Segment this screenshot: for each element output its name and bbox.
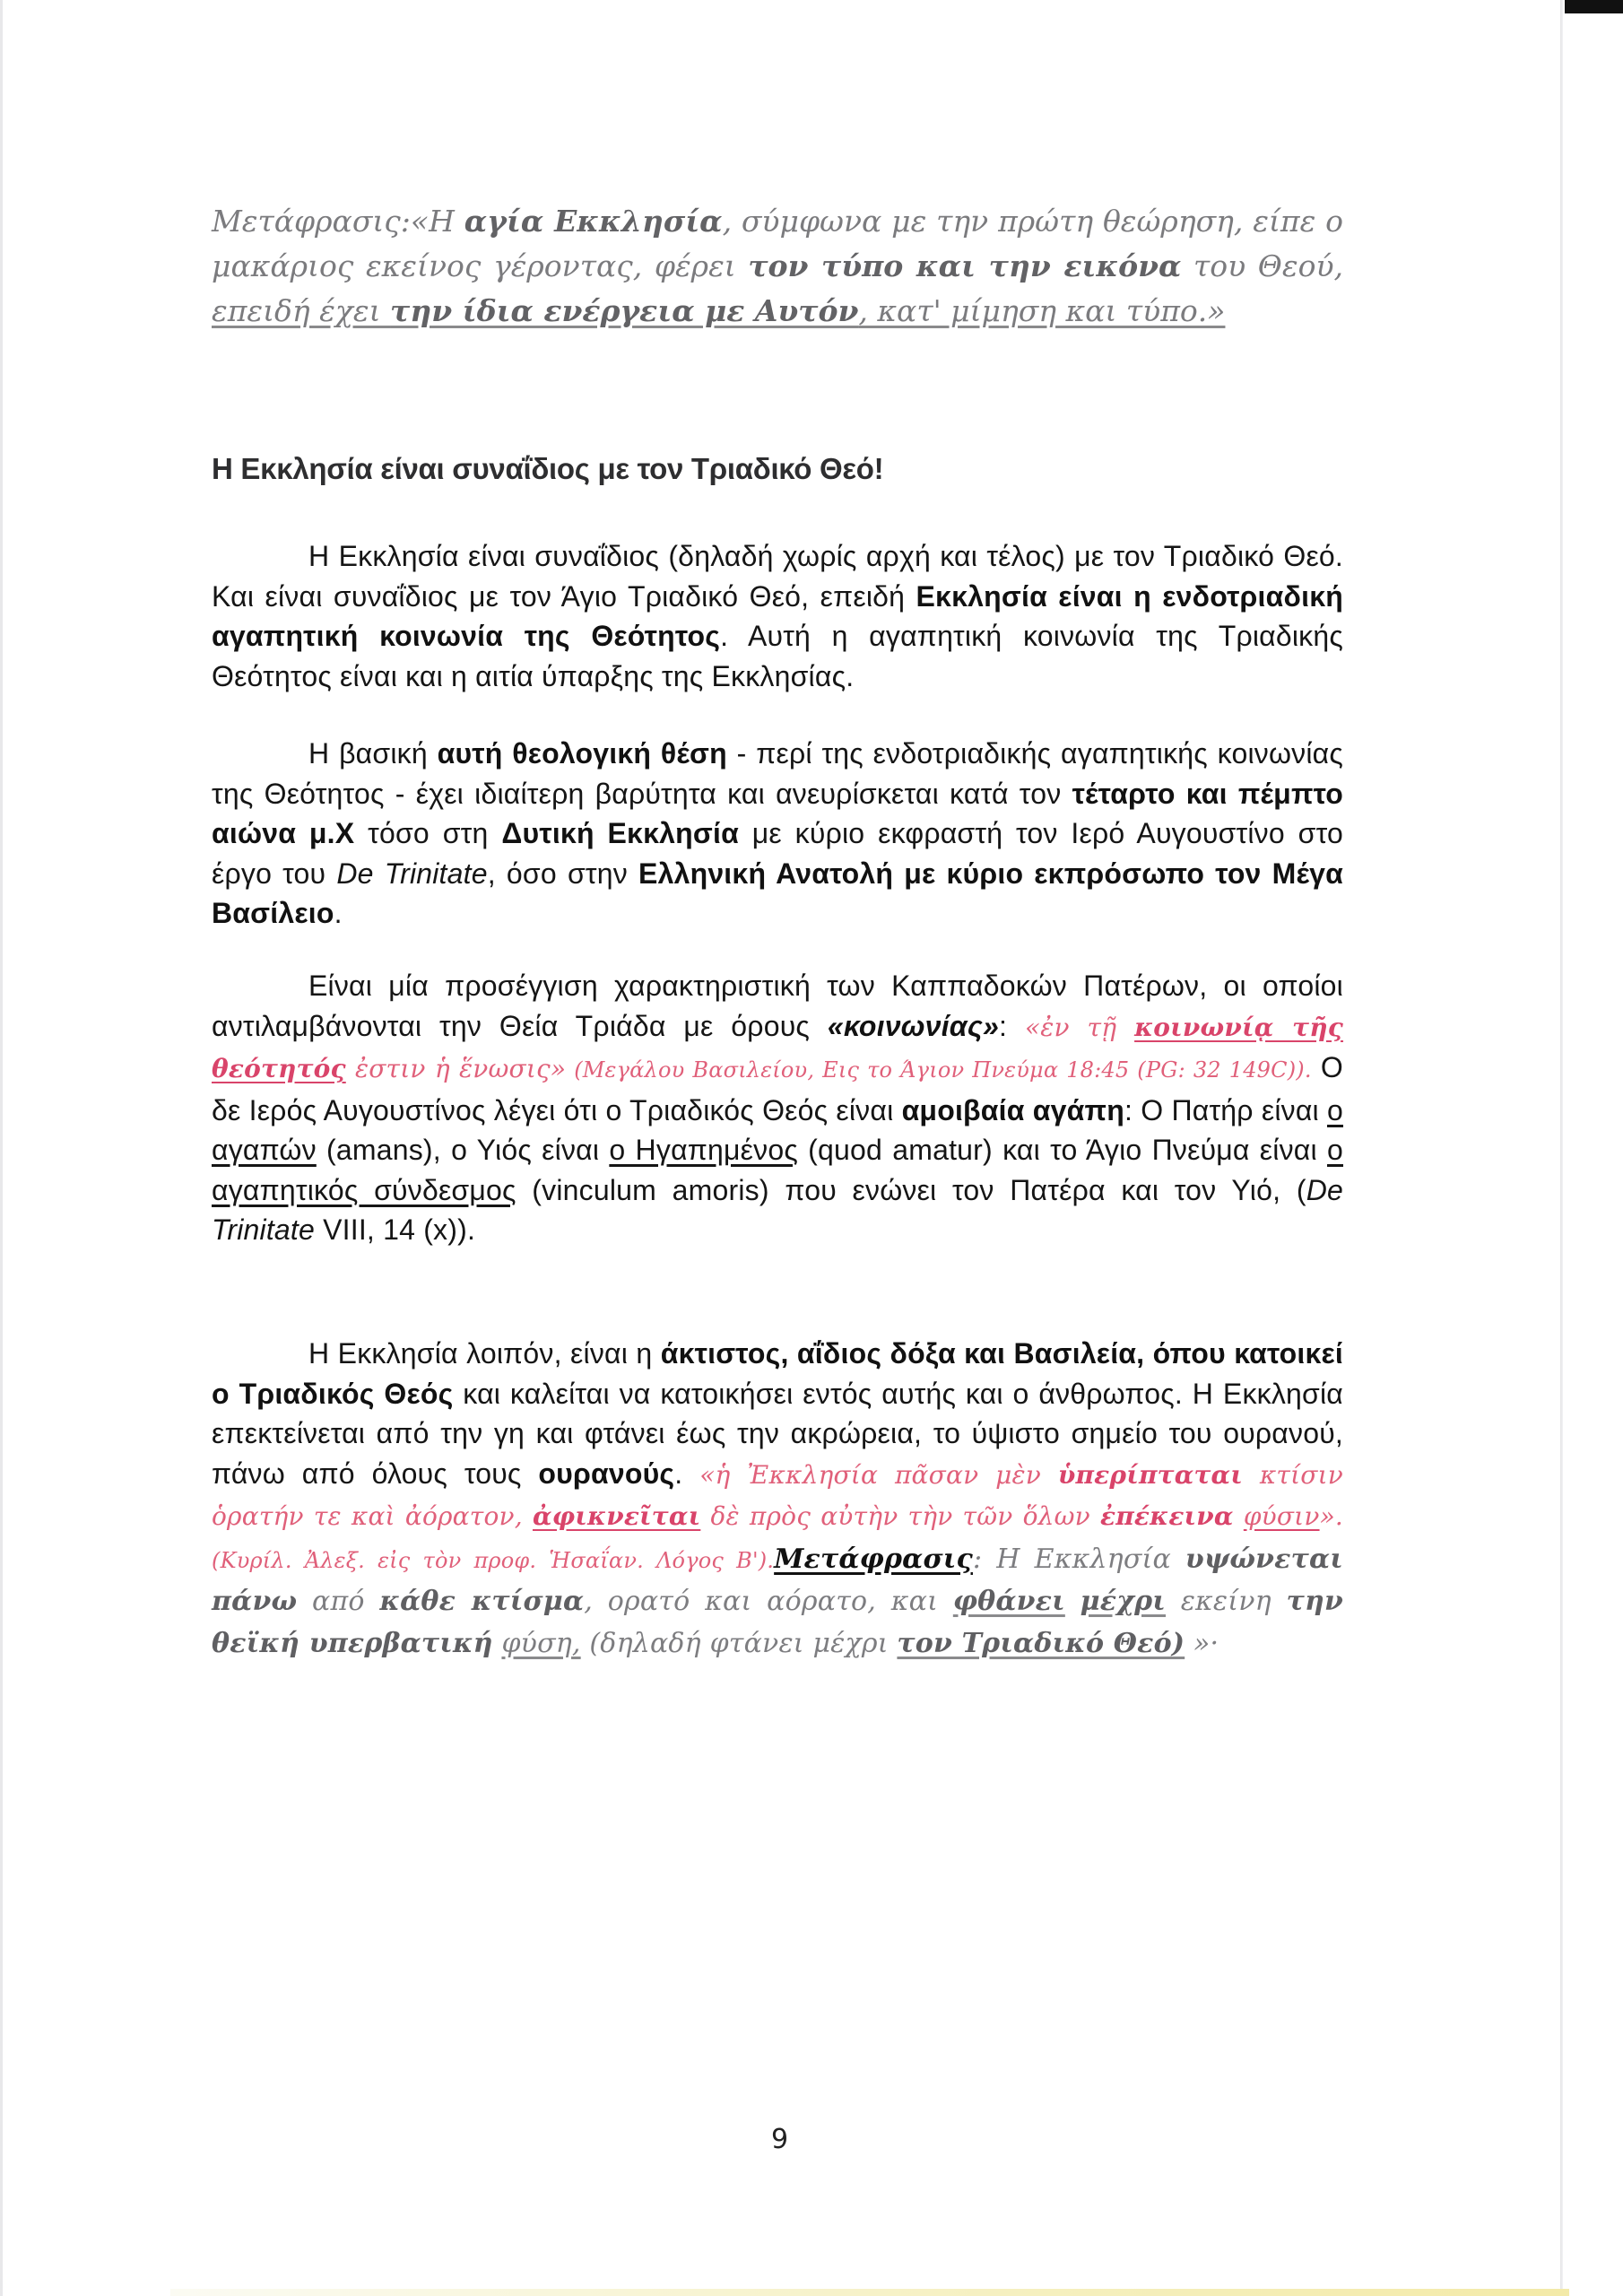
paragraph-1: Η Εκκλησία είναι συναΐδιος (δηλαδή χωρίς αρχή και τέλος) με τον Τριαδικό Θεό. Και είναι συναΐδιος με τον Άγιο Τριαδικό Θεό, επειδή Εκκλησία είναι η ενδοτριαδική αγαπητική κοινωνία της Θεότητος. Αυτή η αγαπητική κοινωνία της Τριαδικής Θεότητος είναι και η αιτία ύπαρξης της Εκκλησίας. xyxy=(212,540,1344,692)
cyril-quote: «ἡ Ἐκκλησία πᾶσαν μὲν ὑπερίπταται κτίσιν ὁρατήν τε καὶ ἀόρατον, ἀφικνεῖται δὲ πρὸς αὐτὴν τὴν τῶν ὅλων ἐπέκεινα φύσιν». xyxy=(212,1459,1343,1531)
page-number: 9 xyxy=(771,2124,789,2155)
basil-citation: (Μεγάλου Βασιλείου, Εις το Άγιον Πνεύμα 18:45 (PG: 32 149C)). xyxy=(566,1057,1312,1083)
basil-quote: «ἐν τῇ κοινωνίᾳ τῆς θεότητός ἐστιν ἡ ἕνωσις» xyxy=(212,1012,1344,1083)
scan-corner-mark xyxy=(1565,0,1623,13)
paragraph-4: Η Εκκλησία λοιπόν, είναι η άκτιστος, αΐδιος δόξα και Βασιλεία, όπου κατοικεί ο Τριαδικός Θεός και καλείται να κατοικήσει εντός αυτής και ο άνθρωπος. Η Εκκλησία επεκτείνεται από την γη και φτάνει έως την ακρώρεια, το ύψιστο σημείο του ουρανού, πάνω από όλους τους ουρανούς. «ἡ Ἐκκλησία πᾶσαν μὲν ὑπερίπταται κτίσιν ὁρατήν τε καὶ ἀόρατον, ἀφικνεῖται δὲ πρὸς αὐτὴν τὴν τῶν ὅλων ἐπέκεινα φύσιν». (Κυρίλ. Ἀλεξ. εἰς τὸν προφ. Ἡσαΐαν. Λόγος Β').Μετάφρασις: Η Εκκλησία υψώνεται πάνω από κάθε κτίσμα, ορατό και αόρατο, και φθάνει μέχρι εκείνη την θεϊκή υπερβατική φύση, (δηλαδή φτάνει μέχρι τον Τριαδικό Θεό) »· xyxy=(212,1337,1343,1659)
scan-bottom-strip xyxy=(170,2289,1569,2296)
page-right-edge xyxy=(1560,0,1563,2296)
section-heading: Η Εκκλησία είναι συναΐδιος με τον Τριαδικό Θεό! xyxy=(212,452,884,485)
cyril-citation: (Κυρίλ. Ἀλεξ. εἰς τὸν προφ. Ἡσαΐαν. Λόγος Β'). xyxy=(212,1547,775,1573)
underlined-phrase: επειδή έχει την ίδια ενέργεια με Αυτόν, κατ' μίμηση και τύπο.» xyxy=(212,293,1226,328)
paragraph-2: Η βασική αυτή θεολογική θέση - περί της ενδοτριαδικής αγαπητικής κοινωνίας της Θεότητος - έχει ιδιαίτερη βαρύτητα και ανευρίσκεται κατά τον τέταρτο και πέμπτο αιώνα μ.Χ τόσο στη Δυτική Εκκλησία με κύριο εκφραστή τον Ιερό Αυγουστίνο στο έργο του De Trinitate, όσο στην Ελληνική Ανατολή με κύριο εκπρόσωπο τον Μέγα Βασίλειο. xyxy=(212,737,1344,929)
translation-quote: Μετάφρασις:«Η αγία Εκκλησία, σύμφωνα με την πρώτη θεώρηση, είπε ο μακάριος εκείνος γέροντας, φέρει τον τύπο και την εικόνα του Θεού, επειδή έχει την ίδια ενέργεια με Αυτόν, κατ' μίμηση και τύπο.» xyxy=(212,204,1343,328)
page-content xyxy=(212,199,1344,1659)
translation-2: : Η Εκκλησία υψώνεται πάνω από κάθε κτίσμα, ορατό και αόρατο, και φθάνει μέχρι εκείνη την θεϊκή υπερβατική φύση, (δηλαδή φτάνει μέχρι τον Τριαδικό Θεό) »· xyxy=(212,1543,1343,1659)
translation-label: Μετάφρασις: xyxy=(212,204,411,239)
paragraph-3: Είναι μία προσέγγιση χαρακτηριστική των Καππαδοκών Πατέρων, οι οποίοι αντιλαμβάνονται την Θεία Τριάδα με όρους «κοινωνίας»: «ἐν τῇ κοινωνίᾳ τῆς θεότητός ἐστιν ἡ ἕνωσις» (Μεγάλου Βασιλείου, Εις το Άγιον Πνεύμα 18:45 (PG: 32 149C)). Ο δε Ιερός Αυγουστίνος λέγει ότι ο Τριαδικός Θεός είναι αμοιβαία αγάπη: Ο Πατήρ είναι ο αγαπών (amans), ο Υιός είναι ο Ηγαπημένος (quod amatur) και το Άγιο Πνεύμα είναι ο αγαπητικός σύνδεσμος (vinculum amoris) που ενώνει τον Πατέρα και τον Υιό, (De Trinitate VIII, 14 (x)). xyxy=(212,970,1344,1246)
translation-label-2: Μετάφρασις xyxy=(774,1543,973,1575)
page-left-edge xyxy=(0,0,3,2296)
